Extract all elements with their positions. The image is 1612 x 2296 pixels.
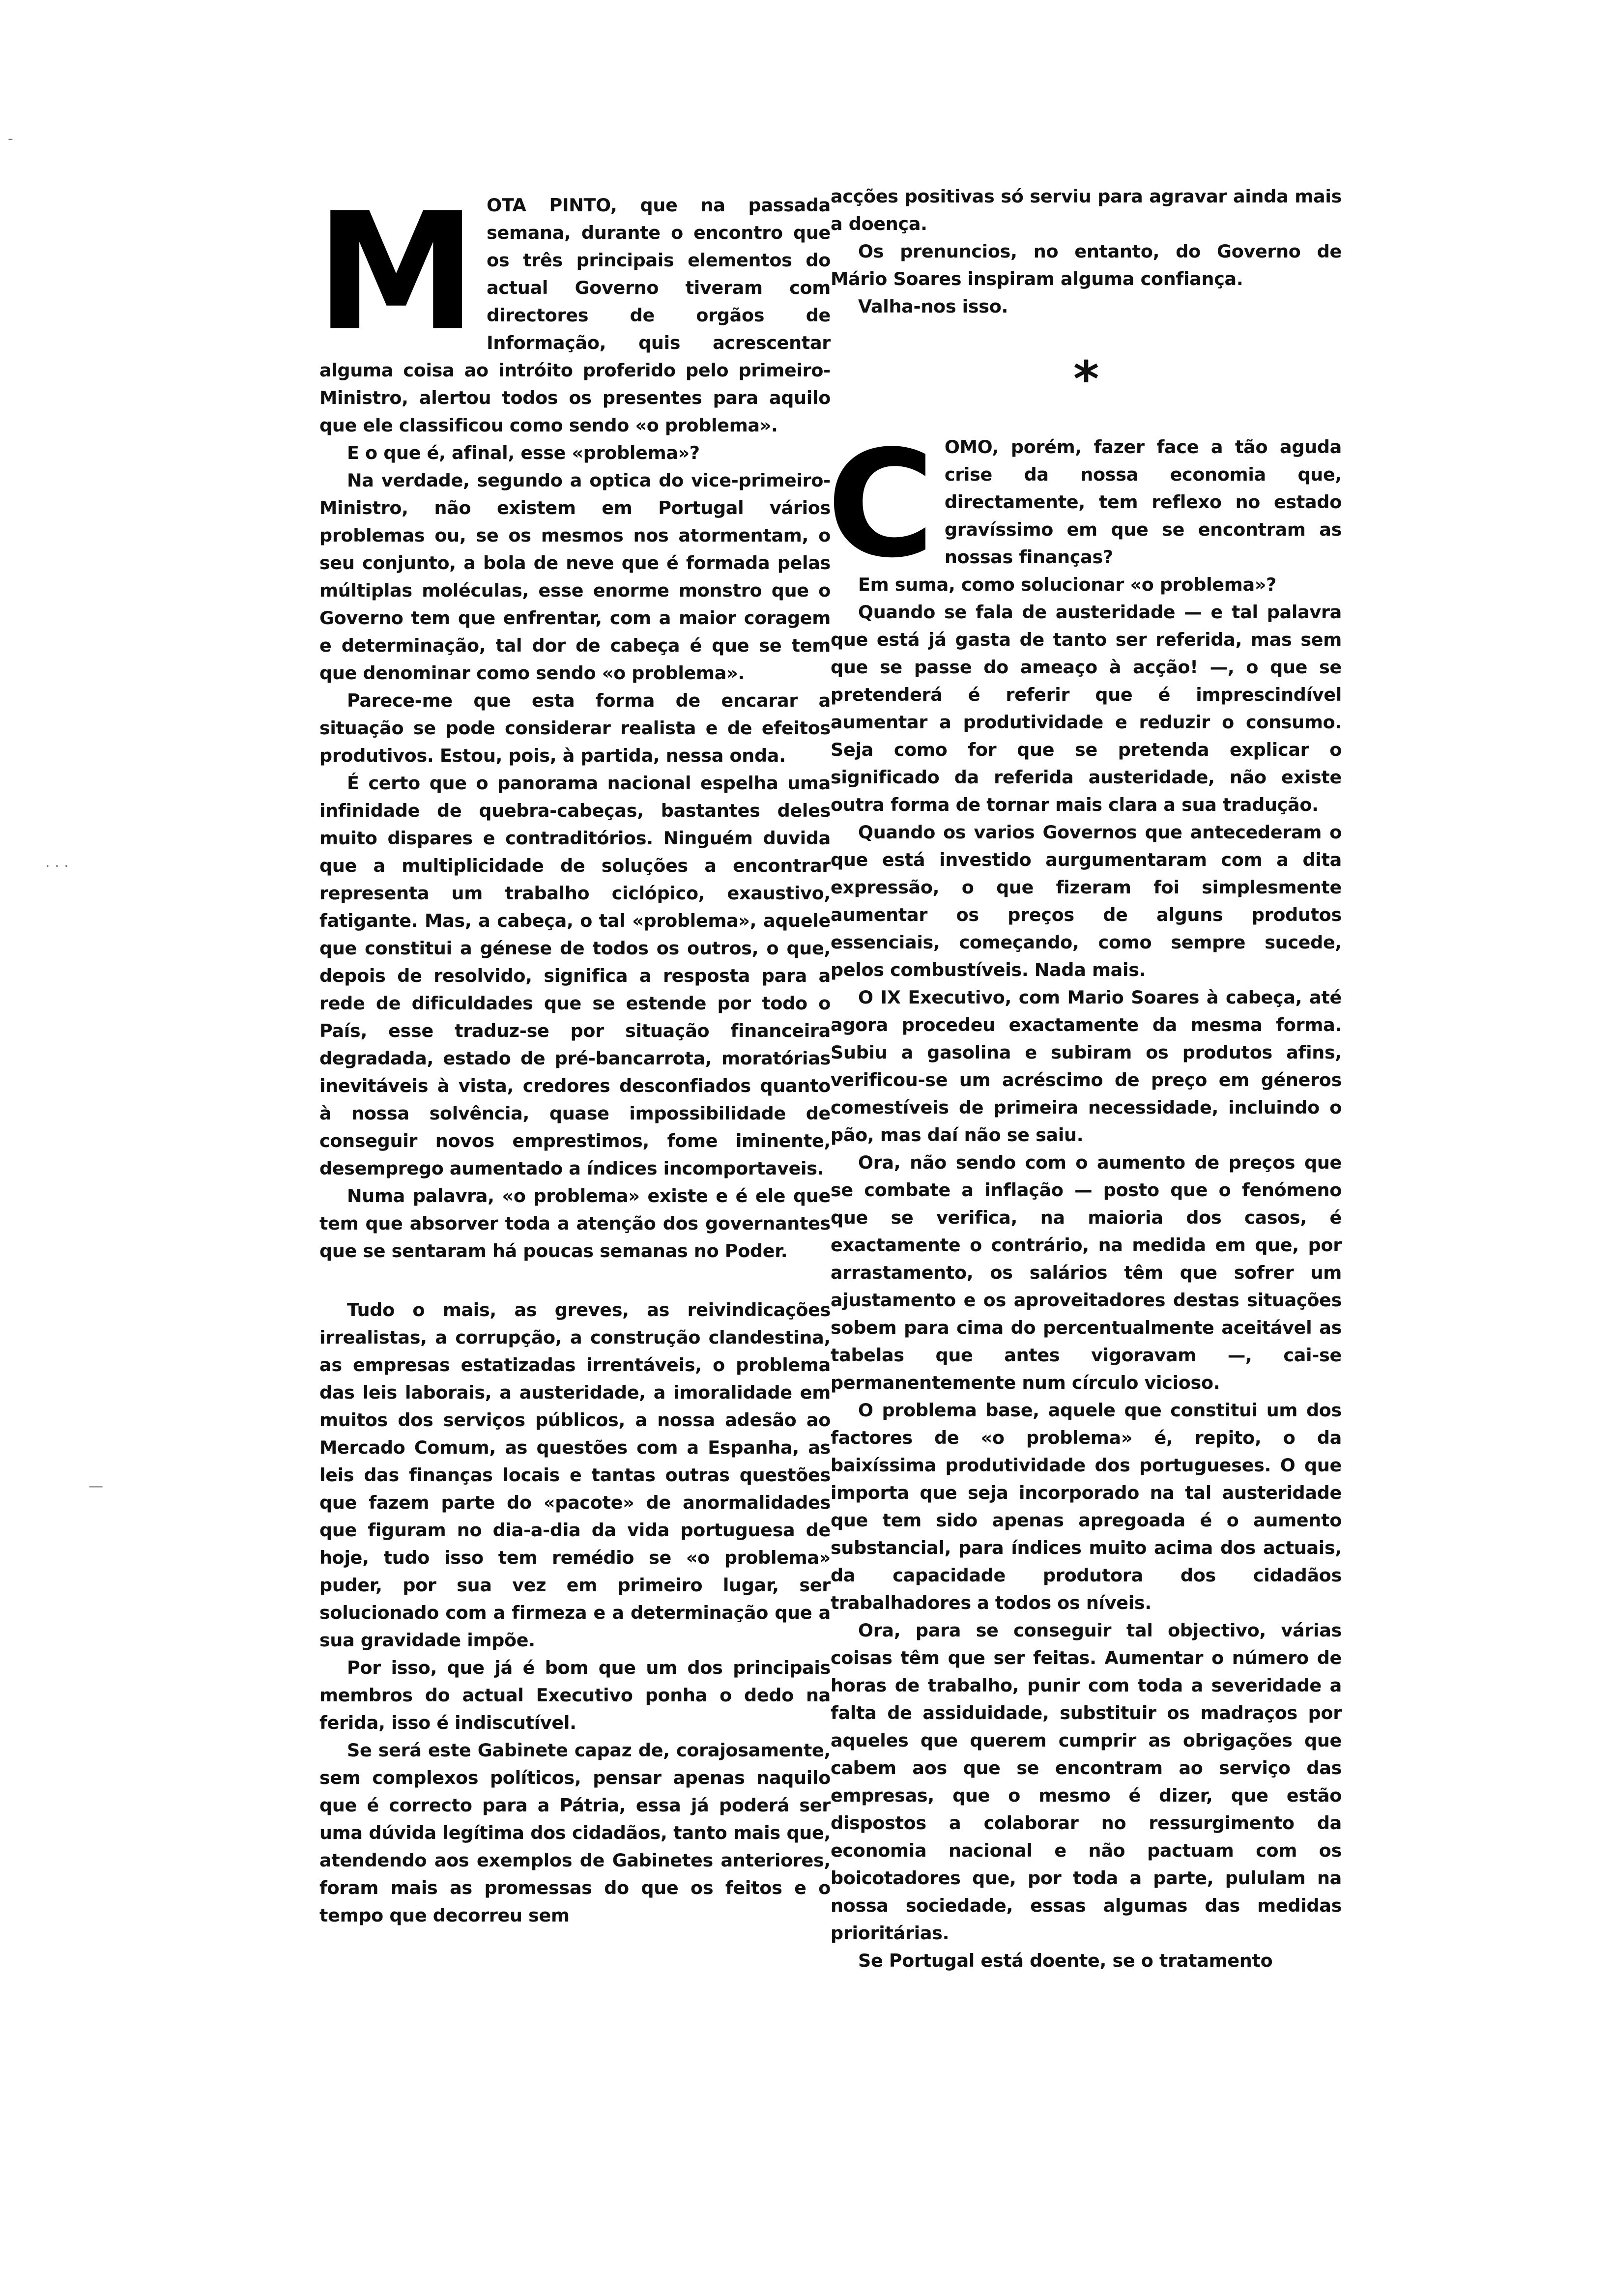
paragraph: E o que é, afinal, esse «problema»? bbox=[347, 442, 700, 463]
paragraph: Tudo o mais, as greves, as reivindicações irrealistas, a corrupção, a construção clandestina, as empresas estatizadas irrentáveis, o problema das leis laborais, a austeridade, a imoralidade em muitos dos serviços públicos, a nossa adesão ao Mercado Comum, as questões com a Espanha, as leis das finanças locais e tantas outras questões que fazem parte do «pacote» de anormalidades que figuram no dia-a-dia da vida portuguesa de hoje, tudo isso tem remédio se «o problema» puder, por sua vez em primeiro lugar, ser solucionado com a firmeza e a determinação que a sua gravidade impõe. bbox=[319, 1299, 831, 1651]
paragraph: Na verdade, segundo a optica do vice-primeiro-Ministro, não existem em Portugal vários problemas ou, se os mesmos nos atormentam, o seu conjunto, a bola de neve que é formada pelas múltiplas moléculas, esse enorme monstro que o Governo tem que enfrentar, com a maior coragem e determinação, tal dor de cabeça é que se tem que denominar como sendo «o problema». bbox=[319, 470, 831, 684]
scan-mark-top: - bbox=[8, 130, 13, 147]
paragraph: acções positivas só serviu para agravar ainda mais a doença. bbox=[831, 186, 1342, 234]
paragraph: Ora, para se conseguir tal objectivo, várias coisas têm que ser feitas. Aumentar o número de horas de trabalho, punir com toda a severidade a falta de assiduidade, substituir os madraços por aqueles que querem cumprir as obrigações que cabem aos que se encontram ao serviço das empresas, que o mesmo é dizer, que estão dispostos a colaborar no ressurgimento da economia nacional e não pactuam com os boicotadores que, por toda a parte, pululam na nossa sociedade, essas algumas das medidas prioritárias. bbox=[831, 1620, 1342, 1944]
paragraph: Numa palavra, «o problema» existe e é ele que tem que absorver toda a atenção dos governantes que se sentaram há poucas semanas no Poder. bbox=[319, 1185, 831, 1262]
paragraph: Se Portugal está doente, se o tratamento bbox=[858, 1950, 1273, 1971]
drop-cap-c: C bbox=[827, 419, 935, 590]
lead-paragraph bbox=[316, 178, 831, 439]
paragraph: Quando os varios Governos que antecederam o que está investido aurgumentaram com a dita expressão, o que fizeram foi simplesmente aumentar os preços de alguns produtos essenciais, começando, como sempre sucede, pelos combustíveis. Nada mais. bbox=[831, 822, 1342, 980]
paragraph: Parece-me que esta forma de encarar a situação se pode considerar realista e de efeitos produtivos. Estou, pois, à partida, nessa onda. bbox=[319, 690, 831, 766]
paragraph: Os prenuncios, no entanto, do Governo de Mário Soares inspiram alguma confiança. bbox=[831, 241, 1342, 289]
article-column-left bbox=[316, 178, 831, 1929]
paragraph: Ora, não sendo com o aumento de preços que se combate a inflação — posto que o fenómeno que se verifica, na maioria dos casos, é exactamente o contrário, na medida em que, por arrastamento, os salários têm que sofrer um ajustamento e os aproveitadores destas situações sobem para cima do percentualmente aceitável as tabelas que antes vigoravam —, cai-se permanentemente num círculo vicioso. bbox=[831, 1152, 1342, 1393]
section-separator-asterisk: * bbox=[1073, 350, 1099, 408]
paragraph: Por isso, que já é bom que um dos principais membros do actual Executivo ponha o dedo na ferida, isso é indiscutível. bbox=[319, 1657, 831, 1733]
section-lead-text: OMO, porém, fazer face a tão aguda crise da nossa economia que, directamente, tem reflexo no estado gravíssimo em que se encontram as nossas finanças? bbox=[944, 436, 1342, 568]
article-column-right bbox=[827, 183, 1342, 1975]
paragraph: É certo que o panorama nacional espelha uma infinidade de quebra-cabeças, bastantes deles muito dispares e contraditórios. Ninguém duvida que a multiplicidade de soluções a encontrar representa um trabalho ciclópico, exaustivo, fatigante. Mas, a cabeça, o tal «problema», aquele que constitui a génese de todos os outros, o que, depois de resolvido, significa a resposta para a rede de dificuldades que se estende por todo o País, esse traduz-se por situação financeira degradada, estado de pré-bancarrota, moratórias inevitáveis à vista, credores desconfiados quanto à nossa solvência, quase impossibilidade de conseguir novos emprestimos, fome iminente, desemprego aumentado a índices incomportaveis. bbox=[319, 773, 831, 1179]
paragraph: O problema base, aquele que constitui um dos factores de «o problema» é, repito, o da baixíssima produtividade dos portugueses. O que importa que seja incorporado na tal austeridade que tem sido apenas apregoada é o aumento substancial, para índices muito acima dos actuais, da capacidade produtora dos cidadãos trabalhadores a todos os níveis. bbox=[831, 1400, 1342, 1613]
lead-paragraph-text: OTA PINTO, que na passada semana, durante o encontro que os três principais elementos do actual Governo tiveram com directores de orgãos de Informação, quis acrescentar alguma coisa ao intróito proferido pelo primeiro-Ministro, alertou todos os presentes para aquilo que ele classificou como sendo «o problema». bbox=[319, 195, 831, 436]
paragraph: O IX Executivo, com Mario Soares à cabeça, até agora procedeu exactamente da mesma forma. Subiu a gasolina e subiram os produtos afins, verificou-se um acréscimo de preço em géneros comestíveis de primeira necessidade, incluindo o pão, mas daí não se saiu. bbox=[831, 987, 1342, 1146]
paragraph: Valha-nos isso. bbox=[858, 296, 1008, 317]
scan-mark-middle: . . . bbox=[45, 854, 69, 871]
scan-mark-lower: — bbox=[88, 1478, 103, 1495]
paragraph: Se será este Gabinete capaz de, corajosamente, sem complexos políticos, pensar apenas naquilo que é correcto para a Pátria, essa já poderá ser uma dúvida legítima dos cidadãos, tanto mais que, atendendo aos exemplos de Gabinetes anteriores, foram mais as promessas do que os feitos e o tempo que decorreu sem bbox=[319, 1740, 831, 1926]
paragraph: Em suma, como solucionar «o problema»? bbox=[858, 574, 1276, 595]
paragraph: Quando se fala de austeridade — e tal palavra que está já gasta de tanto ser referida, mas sem que se passe do ameaço à acção! —, o que se pretenderá é referir que é imprescindível aumentar a produtividade e reduzir o consumo. Seja como for que se pretenda explicar o significado da referida austeridade, não existe outra forma de tornar mais clara a sua tradução. bbox=[831, 602, 1342, 815]
drop-cap-m: M bbox=[316, 178, 477, 367]
